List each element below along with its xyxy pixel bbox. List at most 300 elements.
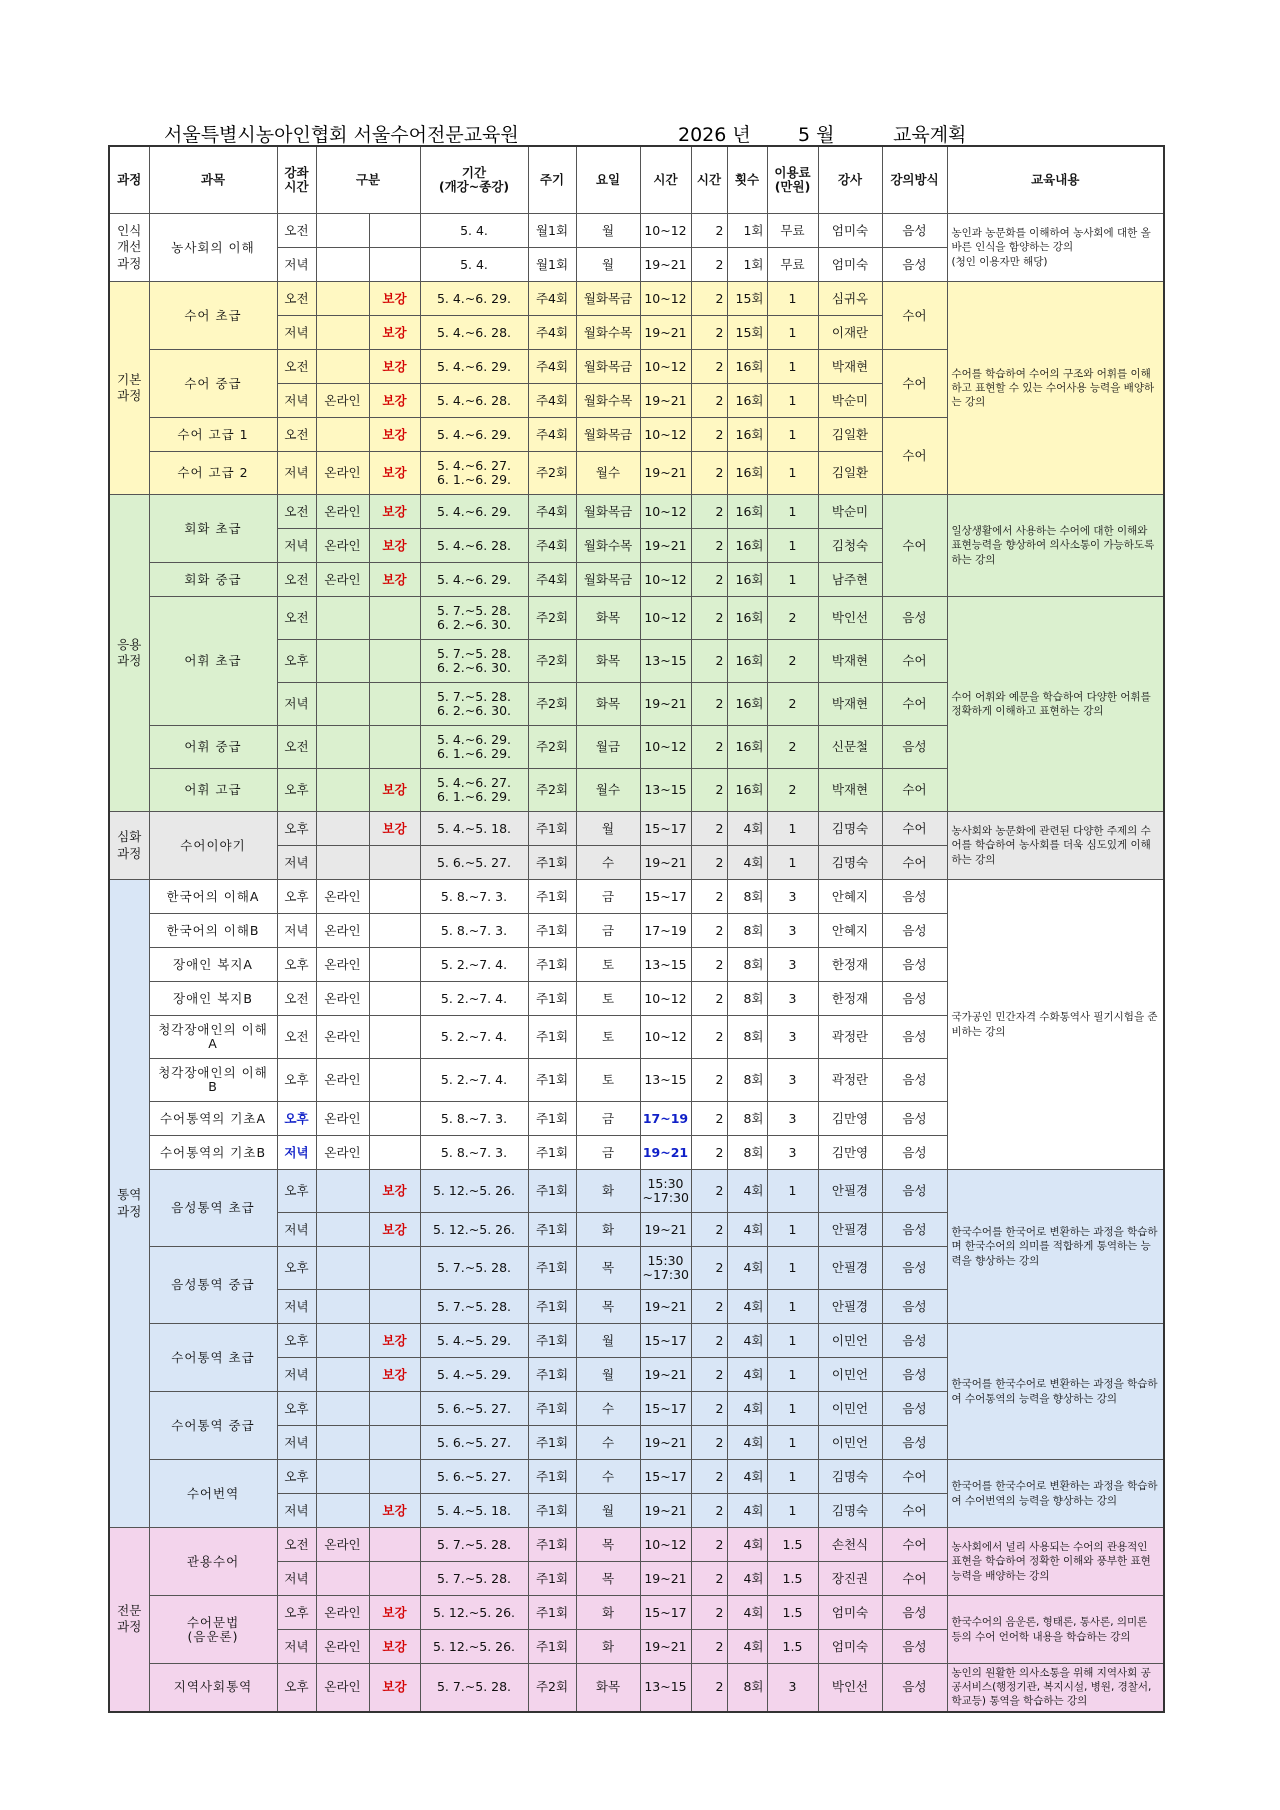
time-cell: 15~17 xyxy=(640,1324,691,1358)
cycle-cell: 주1회 xyxy=(528,1630,576,1664)
division-online: 온라인 xyxy=(316,529,369,563)
cycle-cell: 주4회 xyxy=(528,350,576,384)
division-online xyxy=(316,1494,369,1528)
count-cell: 16회 xyxy=(727,529,767,563)
time-cell: 10~12 xyxy=(640,214,691,248)
time-cell: 15~17 xyxy=(640,1596,691,1630)
division-makeup: 보강 xyxy=(369,1664,420,1712)
day-cell: 월수 xyxy=(576,452,640,495)
slot-cell: 저녁 xyxy=(277,1494,316,1528)
cycle-cell: 주2회 xyxy=(528,683,576,726)
header-category: 과정 xyxy=(109,146,149,214)
instructor-cell: 안필경 xyxy=(818,1247,882,1290)
fee-cell: 1 xyxy=(767,452,818,495)
division-makeup xyxy=(369,214,420,248)
cycle-cell: 주1회 xyxy=(528,1460,576,1494)
instructor-cell: 한정재 xyxy=(818,948,882,982)
day-cell: 월 xyxy=(576,248,640,282)
count-cell: 4회 xyxy=(727,1392,767,1426)
count-cell: 16회 xyxy=(727,563,767,597)
time-cell: 19~21 xyxy=(640,1562,691,1596)
slot-cell: 오후 xyxy=(277,1247,316,1290)
slot-cell: 오후 xyxy=(277,1102,316,1136)
hours-cell: 2 xyxy=(691,1170,727,1213)
day-cell: 토 xyxy=(576,948,640,982)
count-cell: 16회 xyxy=(727,726,767,769)
header-instructor: 강사 xyxy=(818,146,882,214)
cycle-cell: 주1회 xyxy=(528,1170,576,1213)
course-name: 수어 초급 xyxy=(149,282,277,350)
cycle-cell: 주1회 xyxy=(528,1426,576,1460)
title-year: 2026 년 xyxy=(678,124,751,146)
description-cell: 농인의 원활한 의사소통을 위해 지역사회 공공서비스(행정기관, 복지시설, 병원, 경찰서, 학교등) 통역을 학습하는 강의 xyxy=(947,1664,1164,1712)
instructor-cell: 김명숙 xyxy=(818,1460,882,1494)
cycle-cell: 주1회 xyxy=(528,1102,576,1136)
division-online xyxy=(316,597,369,640)
time-cell: 19~21 xyxy=(640,846,691,880)
count-cell: 16회 xyxy=(727,452,767,495)
time-cell: 19~21 xyxy=(640,683,691,726)
fee-cell: 1 xyxy=(767,1494,818,1528)
instructor-cell: 김명숙 xyxy=(818,812,882,846)
day-cell: 월 xyxy=(576,1358,640,1392)
count-cell: 16회 xyxy=(727,769,767,812)
division-makeup: 보강 xyxy=(369,1213,420,1247)
count-cell: 8회 xyxy=(727,1102,767,1136)
division-makeup xyxy=(369,982,420,1016)
period-cell: 5. 7.~5. 28. 6. 2.~6. 30. xyxy=(420,597,528,640)
day-cell: 월수 xyxy=(576,769,640,812)
hours-cell: 2 xyxy=(691,384,727,418)
cycle-cell: 월1회 xyxy=(528,214,576,248)
count-cell: 16회 xyxy=(727,384,767,418)
count-cell: 8회 xyxy=(727,948,767,982)
period-cell: 5. 4.~5. 18. xyxy=(420,812,528,846)
division-online: 온라인 xyxy=(316,1016,369,1059)
fee-cell: 1.5 xyxy=(767,1562,818,1596)
time-cell: 19~21 xyxy=(640,1630,691,1664)
division-online: 온라인 xyxy=(316,1664,369,1712)
count-cell: 8회 xyxy=(727,1059,767,1102)
division-makeup xyxy=(369,1136,420,1170)
time-cell: 19~21 xyxy=(640,1290,691,1324)
count-cell: 16회 xyxy=(727,350,767,384)
division-online xyxy=(316,418,369,452)
division-makeup: 보강 xyxy=(369,1494,420,1528)
day-cell: 월 xyxy=(576,214,640,248)
method-cell: 음성 xyxy=(882,1102,947,1136)
time-cell: 13~15 xyxy=(640,640,691,683)
fee-cell: 2 xyxy=(767,683,818,726)
instructor-cell: 손천식 xyxy=(818,1528,882,1562)
course-name: 어휘 초급 xyxy=(149,597,277,726)
division-makeup xyxy=(369,914,420,948)
period-cell: 5. 4.~6. 29. xyxy=(420,418,528,452)
method-cell: 음성 xyxy=(882,1247,947,1290)
instructor-cell: 박인선 xyxy=(818,1664,882,1712)
fee-cell: 1 xyxy=(767,1324,818,1358)
method-cell: 음성 xyxy=(882,214,947,248)
header-day: 요일 xyxy=(576,146,640,214)
division-makeup: 보강 xyxy=(369,1630,420,1664)
method-cell: 음성 xyxy=(882,914,947,948)
division-makeup xyxy=(369,1016,420,1059)
division-makeup xyxy=(369,880,420,914)
count-cell: 8회 xyxy=(727,914,767,948)
table-row xyxy=(109,282,1164,316)
division-online xyxy=(316,1426,369,1460)
division-online xyxy=(316,1247,369,1290)
instructor-cell: 엄미숙 xyxy=(818,248,882,282)
instructor-cell: 엄미숙 xyxy=(818,1630,882,1664)
slot-cell: 오후 xyxy=(277,812,316,846)
count-cell: 4회 xyxy=(727,1213,767,1247)
slot-cell: 오전 xyxy=(277,350,316,384)
fee-cell: 무료 xyxy=(767,214,818,248)
period-cell: 5. 7.~5. 28. 6. 2.~6. 30. xyxy=(420,683,528,726)
division-online: 온라인 xyxy=(316,1596,369,1630)
time-cell: 17~19 xyxy=(640,914,691,948)
cycle-cell: 주1회 xyxy=(528,948,576,982)
course-name: 관용수어 xyxy=(149,1528,277,1596)
time-cell: 19~21 xyxy=(640,1136,691,1170)
instructor-cell: 한정재 xyxy=(818,982,882,1016)
method-cell: 수어 xyxy=(882,418,947,495)
count-cell: 8회 xyxy=(727,1664,767,1712)
period-cell: 5. 7.~5. 28. xyxy=(420,1664,528,1712)
day-cell: 토 xyxy=(576,982,640,1016)
period-cell: 5. 4.~6. 27. 6. 1.~6. 29. xyxy=(420,769,528,812)
method-cell: 음성 xyxy=(882,1630,947,1664)
course-name: 회화 초급 xyxy=(149,495,277,563)
description-cell: 수어를 학습하여 수어의 구조와 어휘를 이해하고 표현할 수 있는 수어사용 능력을 배양하는 강의 xyxy=(947,282,1164,495)
division-online xyxy=(316,282,369,316)
time-cell: 19~21 xyxy=(640,1358,691,1392)
division-makeup: 보강 xyxy=(369,812,420,846)
period-cell: 5. 8.~7. 3. xyxy=(420,914,528,948)
day-cell: 수 xyxy=(576,1392,640,1426)
count-cell: 8회 xyxy=(727,982,767,1016)
count-cell: 4회 xyxy=(727,1290,767,1324)
count-cell: 1회 xyxy=(727,248,767,282)
time-cell: 10~12 xyxy=(640,1016,691,1059)
header-period-2: (개강~종강) xyxy=(438,179,510,194)
hours-cell: 2 xyxy=(691,1059,727,1102)
time-cell: 15:30 ~17:30 xyxy=(640,1170,691,1213)
instructor-cell: 엄미숙 xyxy=(818,214,882,248)
fee-cell: 2 xyxy=(767,640,818,683)
period-cell: 5. 2.~7. 4. xyxy=(420,948,528,982)
division-online xyxy=(316,248,369,282)
hours-cell: 2 xyxy=(691,769,727,812)
header-content: 교육내용 xyxy=(947,146,1164,214)
time-cell: 10~12 xyxy=(640,597,691,640)
day-cell: 금 xyxy=(576,880,640,914)
table-row xyxy=(109,597,1164,640)
method-cell: 음성 xyxy=(882,1664,947,1712)
header-course: 과목 xyxy=(149,146,277,214)
day-cell: 목 xyxy=(576,1247,640,1290)
fee-cell: 1 xyxy=(767,1392,818,1426)
period-cell: 5. 12.~5. 26. xyxy=(420,1170,528,1213)
course-name: 청각장애인의 이해 A xyxy=(149,1016,277,1059)
day-cell: 월 xyxy=(576,1494,640,1528)
header-method: 강의방식 xyxy=(882,146,947,214)
fee-cell: 무료 xyxy=(767,248,818,282)
header-division: 구분 xyxy=(316,146,420,214)
time-cell: 15~17 xyxy=(640,1392,691,1426)
cycle-cell: 주1회 xyxy=(528,1392,576,1426)
period-cell: 5. 7.~5. 28. xyxy=(420,1562,528,1596)
division-online xyxy=(316,846,369,880)
instructor-cell: 이민언 xyxy=(818,1426,882,1460)
instructor-cell: 박순미 xyxy=(818,495,882,529)
method-cell: 음성 xyxy=(882,1016,947,1059)
division-online xyxy=(316,1562,369,1596)
instructor-cell: 이민언 xyxy=(818,1324,882,1358)
cycle-cell: 주4회 xyxy=(528,529,576,563)
time-cell: 17~19 xyxy=(640,1102,691,1136)
time-cell: 19~21 xyxy=(640,529,691,563)
hours-cell: 2 xyxy=(691,1664,727,1712)
fee-cell: 1 xyxy=(767,1247,818,1290)
cycle-cell: 주1회 xyxy=(528,1290,576,1324)
cycle-cell: 주1회 xyxy=(528,1059,576,1102)
period-cell: 5. 2.~7. 4. xyxy=(420,982,528,1016)
count-cell: 4회 xyxy=(727,1247,767,1290)
table-row xyxy=(109,214,1164,248)
hours-cell: 2 xyxy=(691,1426,727,1460)
division-online xyxy=(316,640,369,683)
period-cell: 5. 7.~5. 28. xyxy=(420,1528,528,1562)
slot-cell: 오전 xyxy=(277,495,316,529)
instructor-cell: 김명숙 xyxy=(818,1494,882,1528)
course-name: 수어번역 xyxy=(149,1460,277,1528)
method-cell: 음성 xyxy=(882,248,947,282)
instructor-cell: 박재현 xyxy=(818,683,882,726)
course-name: 청각장애인의 이해 B xyxy=(149,1059,277,1102)
time-cell: 19~21 xyxy=(640,316,691,350)
time-cell: 10~12 xyxy=(640,563,691,597)
division-online: 온라인 xyxy=(316,495,369,529)
fee-cell: 3 xyxy=(767,1136,818,1170)
fee-cell: 3 xyxy=(767,1102,818,1136)
division-online: 온라인 xyxy=(316,914,369,948)
table-row xyxy=(109,1324,1164,1358)
period-cell: 5. 8.~7. 3. xyxy=(420,880,528,914)
cycle-cell: 주2회 xyxy=(528,769,576,812)
day-cell: 화 xyxy=(576,1596,640,1630)
hours-cell: 2 xyxy=(691,495,727,529)
hours-cell: 2 xyxy=(691,726,727,769)
instructor-cell: 박재현 xyxy=(818,350,882,384)
method-cell: 음성 xyxy=(882,1290,947,1324)
course-name: 수어 고급 1 xyxy=(149,418,277,452)
instructor-cell: 곽정란 xyxy=(818,1016,882,1059)
category-cell: 심화 과정 xyxy=(109,812,149,880)
period-cell: 5. 4.~6. 28. xyxy=(420,384,528,418)
division-makeup: 보강 xyxy=(369,316,420,350)
count-cell: 4회 xyxy=(727,1324,767,1358)
day-cell: 월화수목 xyxy=(576,316,640,350)
day-cell: 월화목금 xyxy=(576,282,640,316)
division-online xyxy=(316,726,369,769)
method-cell: 수어 xyxy=(882,1460,947,1494)
division-makeup: 보강 xyxy=(369,769,420,812)
day-cell: 월화목금 xyxy=(576,418,640,452)
count-cell: 4회 xyxy=(727,1562,767,1596)
title-month: 5 월 xyxy=(798,124,835,146)
period-cell: 5. 12.~5. 26. xyxy=(420,1596,528,1630)
course-name: 수어통역의 기초A xyxy=(149,1102,277,1136)
cycle-cell: 주4회 xyxy=(528,316,576,350)
time-cell: 15~17 xyxy=(640,812,691,846)
method-cell: 음성 xyxy=(882,1136,947,1170)
period-cell: 5. 4.~6. 29. xyxy=(420,563,528,597)
day-cell: 목 xyxy=(576,1562,640,1596)
day-cell: 화 xyxy=(576,1170,640,1213)
day-cell: 화 xyxy=(576,1630,640,1664)
fee-cell: 3 xyxy=(767,880,818,914)
slot-cell: 저녁 xyxy=(277,529,316,563)
method-cell: 수어 xyxy=(882,1562,947,1596)
fee-cell: 1 xyxy=(767,418,818,452)
period-cell: 5. 2.~7. 4. xyxy=(420,1059,528,1102)
method-cell: 음성 xyxy=(882,880,947,914)
slot-cell: 오전 xyxy=(277,597,316,640)
fee-cell: 1 xyxy=(767,1170,818,1213)
time-cell: 13~15 xyxy=(640,948,691,982)
fee-cell: 3 xyxy=(767,948,818,982)
category-cell: 통역 과정 xyxy=(109,880,149,1528)
category-cell: 인식 개선 과정 xyxy=(109,214,149,282)
slot-cell: 저녁 xyxy=(277,846,316,880)
fee-cell: 3 xyxy=(767,914,818,948)
hours-cell: 2 xyxy=(691,1247,727,1290)
header-count: 횟수 xyxy=(727,146,767,214)
slot-cell: 저녁 xyxy=(277,914,316,948)
period-cell: 5. 2.~7. 4. xyxy=(420,1016,528,1059)
period-cell: 5. 6.~5. 27. xyxy=(420,1460,528,1494)
day-cell: 토 xyxy=(576,1059,640,1102)
cycle-cell: 월1회 xyxy=(528,248,576,282)
time-cell: 10~12 xyxy=(640,350,691,384)
method-cell: 음성 xyxy=(882,982,947,1016)
count-cell: 4회 xyxy=(727,846,767,880)
count-cell: 16회 xyxy=(727,640,767,683)
division-online: 온라인 xyxy=(316,452,369,495)
cycle-cell: 주2회 xyxy=(528,452,576,495)
division-online xyxy=(316,1392,369,1426)
fee-cell: 1 xyxy=(767,1290,818,1324)
cycle-cell: 주4회 xyxy=(528,563,576,597)
hours-cell: 2 xyxy=(691,418,727,452)
time-cell: 19~21 xyxy=(640,452,691,495)
slot-cell: 저녁 xyxy=(277,683,316,726)
cycle-cell: 주4회 xyxy=(528,418,576,452)
header-row xyxy=(109,146,1164,214)
division-makeup xyxy=(369,1247,420,1290)
day-cell: 월금 xyxy=(576,726,640,769)
day-cell: 월 xyxy=(576,812,640,846)
count-cell: 4회 xyxy=(727,1596,767,1630)
count-cell: 4회 xyxy=(727,1170,767,1213)
period-cell: 5. 7.~5. 28. xyxy=(420,1247,528,1290)
fee-cell: 1 xyxy=(767,1460,818,1494)
fee-cell: 1 xyxy=(767,316,818,350)
time-cell: 15~17 xyxy=(640,1460,691,1494)
slot-cell: 오후 xyxy=(277,769,316,812)
count-cell: 4회 xyxy=(727,1426,767,1460)
document-title xyxy=(108,118,1168,146)
count-cell: 16회 xyxy=(727,418,767,452)
description-cell: 한국어를 한국수어로 변환하는 과정을 학습하여 수어통역의 능력을 향상하는 강의 xyxy=(947,1324,1164,1460)
slot-cell: 저녁 xyxy=(277,1136,316,1170)
fee-cell: 1 xyxy=(767,1426,818,1460)
instructor-cell: 박인선 xyxy=(818,597,882,640)
fee-cell: 1 xyxy=(767,812,818,846)
cycle-cell: 주1회 xyxy=(528,1528,576,1562)
title-org: 서울특별시농아인협회 서울수어전문교육원 xyxy=(164,124,519,146)
cycle-cell: 주2회 xyxy=(528,1664,576,1712)
instructor-cell: 김일환 xyxy=(818,452,882,495)
table-body xyxy=(109,214,1164,1712)
count-cell: 8회 xyxy=(727,880,767,914)
cycle-cell: 주4회 xyxy=(528,384,576,418)
header-time: 시간 xyxy=(640,146,691,214)
period-cell: 5. 4.~5. 29. xyxy=(420,1324,528,1358)
division-makeup: 보강 xyxy=(369,350,420,384)
day-cell: 수 xyxy=(576,1426,640,1460)
course-name: 회화 중급 xyxy=(149,563,277,597)
time-cell: 10~12 xyxy=(640,495,691,529)
table-row xyxy=(109,1460,1164,1494)
fee-cell: 3 xyxy=(767,1664,818,1712)
hours-cell: 2 xyxy=(691,214,727,248)
slot-cell: 오전 xyxy=(277,726,316,769)
hours-cell: 2 xyxy=(691,1460,727,1494)
table-row xyxy=(109,1170,1164,1213)
slot-cell: 저녁 xyxy=(277,452,316,495)
slot-cell: 오후 xyxy=(277,880,316,914)
slot-cell: 저녁 xyxy=(277,1562,316,1596)
period-cell: 5. 6.~5. 27. xyxy=(420,1426,528,1460)
day-cell: 목 xyxy=(576,1528,640,1562)
time-cell: 19~21 xyxy=(640,384,691,418)
hours-cell: 2 xyxy=(691,1392,727,1426)
method-cell: 수어 xyxy=(882,495,947,597)
division-online xyxy=(316,812,369,846)
hours-cell: 2 xyxy=(691,563,727,597)
cycle-cell: 주1회 xyxy=(528,1494,576,1528)
slot-cell: 오전 xyxy=(277,982,316,1016)
course-name: 수어 중급 xyxy=(149,350,277,418)
count-cell: 16회 xyxy=(727,683,767,726)
slot-cell: 오전 xyxy=(277,282,316,316)
division-makeup xyxy=(369,1460,420,1494)
division-makeup: 보강 xyxy=(369,1358,420,1392)
course-name: 농사회의 이해 xyxy=(149,214,277,282)
instructor-cell: 안필경 xyxy=(818,1290,882,1324)
period-cell: 5. 8.~7. 3. xyxy=(420,1102,528,1136)
slot-cell: 저녁 xyxy=(277,1426,316,1460)
hours-cell: 2 xyxy=(691,1290,727,1324)
time-cell: 13~15 xyxy=(640,1664,691,1712)
division-makeup xyxy=(369,1528,420,1562)
slot-cell: 오전 xyxy=(277,214,316,248)
period-cell: 5. 6.~5. 27. xyxy=(420,846,528,880)
slot-cell: 저녁 xyxy=(277,1630,316,1664)
